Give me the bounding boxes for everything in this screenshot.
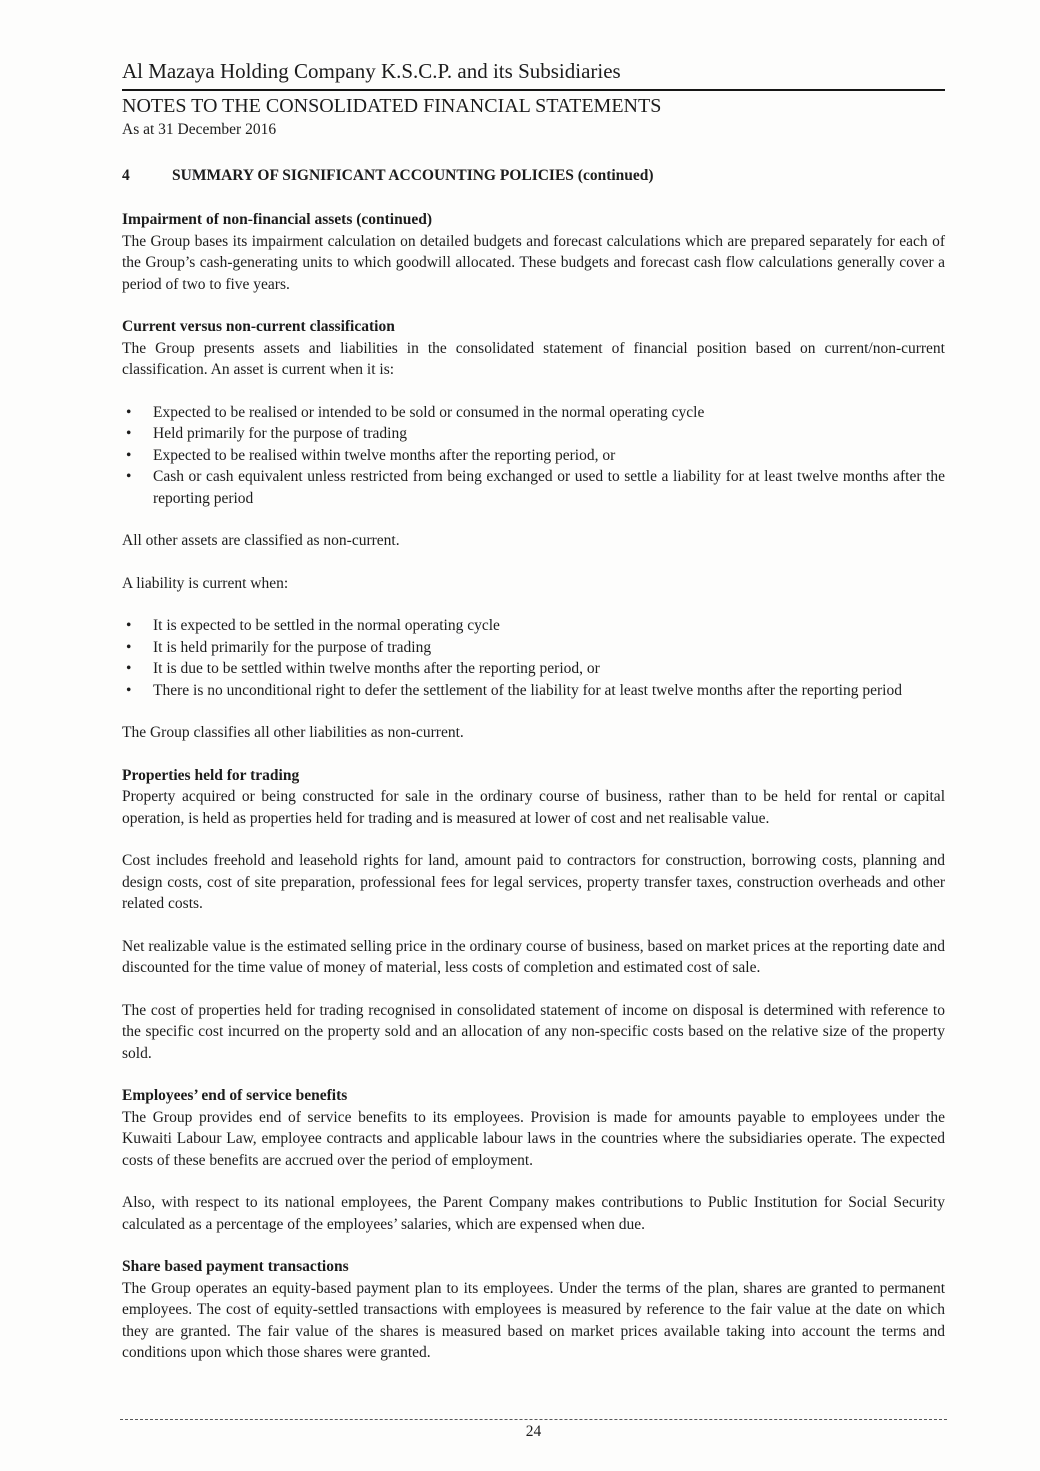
assets-note: All other assets are classified as non-current. [122,532,400,549]
section-number: 4 [122,166,130,184]
list-item-text: There is no unconditional right to defer the settlement of the liability for at least twelve months after the reporting period [153,681,902,699]
list-item-text: Expected to be realised within twelve months after the reporting period, or [153,446,616,464]
list-item-text: It is due to be settled within twelve months after the reporting period, or [153,660,600,677]
classification-heading: Current versus non-current classification [122,318,395,335]
date-line: As at 31 December 2016 [122,121,277,138]
liability-intro: A liability is current when: [122,574,289,592]
document-content [122,58,945,1364]
company-name: Al Mazaya Holding Company K.S.C.P. and its Subsidiaries [122,58,945,91]
bullet-icon: • [126,638,132,656]
employee-benefits-paragraph-2: Also, with respect to its national employees, the Parent Company makes contributions to Public Institution for Social Security calculated as a percentage of the employees’ salaries, which are expensed when due. [122,1194,945,1233]
properties-paragraph-4: The cost of properties held for trading recognised in consolidated statement of income on disposal is determined with reference to the specific cost incurred on the property sold and an allocation of any non-specific costs based on the relative size of the property sold. [122,1001,945,1062]
properties-paragraph-2: Cost includes freehold and leasehold rights for land, amount paid to contractors for construction, borrowing costs, planning and design costs, cost of site preparation, professional fees for legal services, property transfer taxes, construction overheads and other related costs. [122,852,945,912]
list-item [122,615,945,637]
list-item [122,445,945,467]
bullet-icon: • [126,425,132,442]
list-item [122,658,945,680]
list-item [122,466,945,509]
list-item-text: It is held primarily for the purpose of trading [153,638,432,656]
properties-heading: Properties held for trading [122,766,300,784]
share-based-paragraph: The Group operates an equity-based payment plan to its employees. Under the terms of the plan, shares are granted to permanent employees. The cost of equity-settled transactions with employees is measured by reference to the fair value at the date on which they are granted. The fair value of the shares is measured based on market prices available taking into account the terms and conditions upon which those shares were granted. [122,1279,945,1361]
asset-bullet-list [122,402,945,510]
list-item-text: Held primarily for the purpose of trading [153,425,407,442]
list-item [122,423,945,445]
list-item-text: It is expected to be settled in the normal operating cycle [153,617,500,634]
page-footer [120,1419,947,1443]
properties-paragraph-3: Net realizable value is the estimated selling price in the ordinary course of business, based on market prices at the reporting date and discounted for the time value of money of material, less costs of completion and estimated cost of sale. [122,937,945,976]
properties-paragraph-1: Property acquired or being constructed for sale in the ordinary course of business, rather than to be held for rental or capital operation, is held as properties held for trading and is measured at lower of cost and net realisable value. [122,788,945,827]
bullet-icon: • [126,617,132,634]
employee-benefits-heading: Employees’ end of service benefits [122,1087,348,1104]
list-item [122,402,945,424]
list-item-text: Expected to be realised or intended to be sold or consumed in the normal operating cycle [153,403,705,421]
section-heading [122,165,945,187]
liability-bullet-list [122,615,945,701]
classification-intro: The Group presents assets and liabilities in the consolidated statement of financial position based on current/non-current classification. An asset is current when it is: [122,339,945,378]
impairment-heading: Impairment of non-financial assets (continued) [122,211,433,228]
list-item [122,680,945,702]
bullet-icon: • [126,660,132,677]
bullet-icon: • [126,403,132,421]
liabilities-note: The Group classifies all other liabilities as non-current. [122,724,464,741]
list-item [122,637,945,659]
bullet-icon: • [126,446,132,464]
list-item-text: Cash or cash equivalent unless restricted from being exchanged or used to settle a liability for at least twelve months after the reporting period [153,468,945,507]
document-title: NOTES TO THE CONSOLIDATED FINANCIAL STATEMENTS [122,95,662,117]
page-number: 24 [525,1423,542,1440]
employee-benefits-paragraph-1: The Group provides end of service benefits to its employees. Provision is made for amounts payable to employees under the Kuwaiti Labour Law, employee contracts and applicable labour laws in the countries where the subsidiaries operate. The expected costs of these benefits are accrued over the period of employment. [122,1108,945,1169]
bullet-icon: • [126,468,132,485]
impairment-paragraph: The Group bases its impairment calculation on detailed budgets and forecast calculations which are prepared separately for each of the Group’s cash-generating units to which goodwill allocated. These budgets and forecast cash flow calculations generally cover a period of two to five years. [122,232,945,293]
section-title: SUMMARY OF SIGNIFICANT ACCOUNTING POLICIES (continued) [172,166,654,184]
share-based-heading: Share based payment transactions [122,1258,349,1275]
bullet-icon: • [126,681,132,699]
